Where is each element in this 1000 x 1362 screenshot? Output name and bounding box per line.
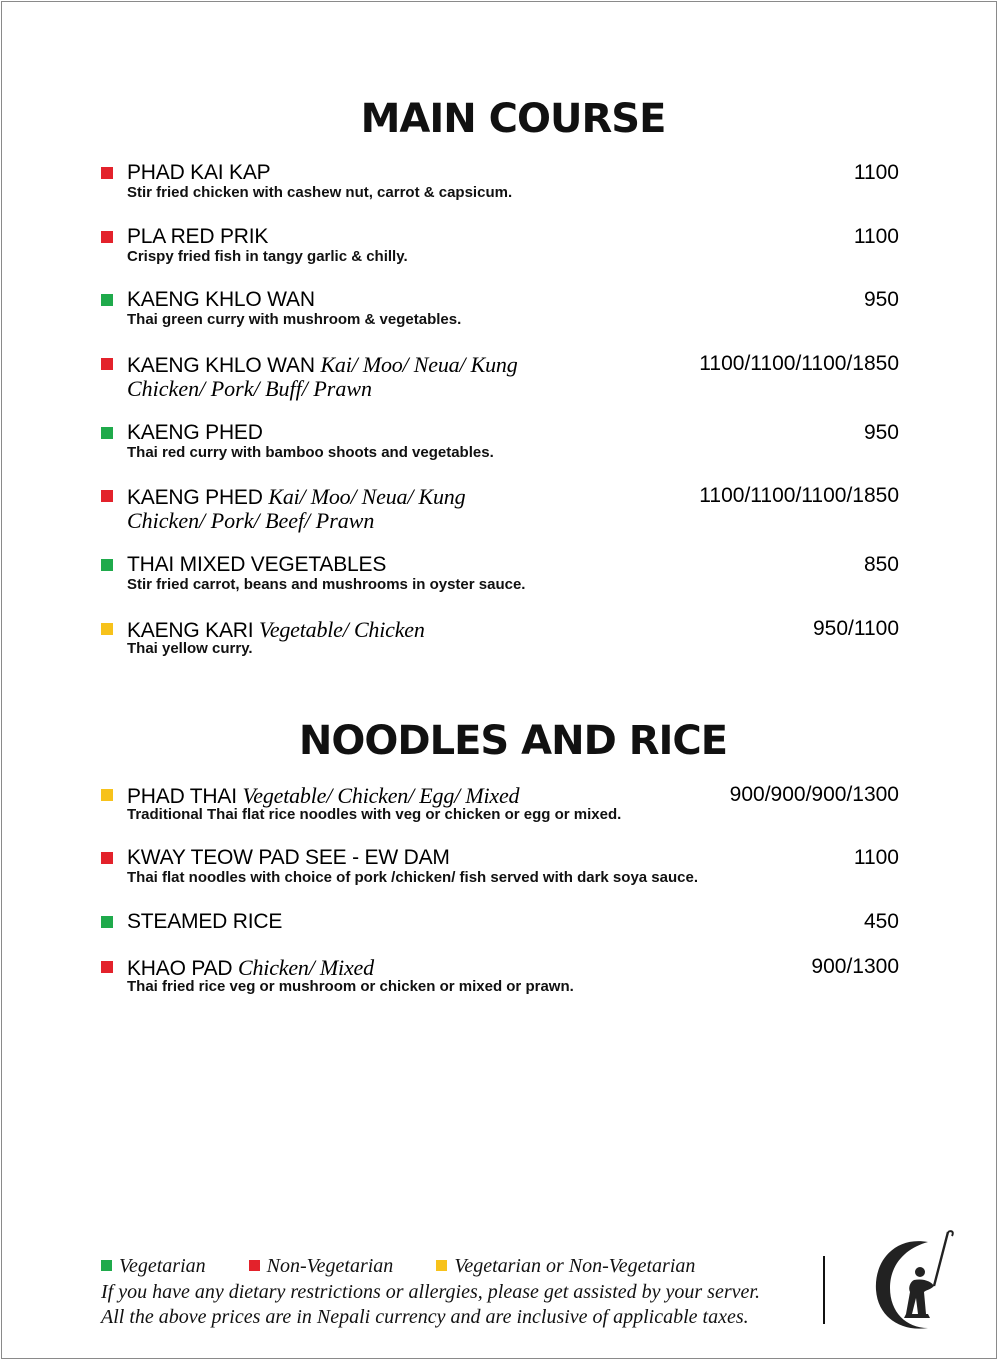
menu-footer (101, 1255, 801, 1331)
item-price: 450 (863, 910, 899, 933)
item-price: 1100 (853, 846, 899, 869)
legend (101, 1255, 801, 1281)
item-description: Thai red curry with bamboo shoots and vegetables. (127, 444, 494, 461)
veg-marker-icon (101, 294, 113, 306)
item-name: KAENG PHED (127, 486, 263, 509)
item-name: THAI MIXED VEGETABLES (127, 553, 387, 576)
item-name: KAENG KARI (127, 619, 254, 642)
noodles-rice-title: NOODLES AND RICE (298, 718, 728, 764)
legend-veg-or-nonveg: Vegetarian or Non-Vegetarian (436, 1255, 695, 1278)
item-name: PHAD THAI (127, 785, 237, 808)
item-name: KAENG KHLO WAN (127, 288, 315, 311)
veg-marker-icon (101, 1260, 112, 1271)
dietary-note: If you have any dietary restrictions or allergies, please get assisted by your server. (101, 1281, 760, 1303)
item-variant-translation: Chicken/ Pork/ Beef/ Prawn (127, 508, 375, 533)
item-description: Thai fried rice veg or mushroom or chicken or mixed or prawn. (127, 978, 574, 995)
item-price: 850 (863, 553, 899, 576)
item-price: 1100 (853, 161, 899, 184)
veg-or-nonveg-marker-icon (101, 789, 113, 801)
veg-marker-icon (101, 916, 113, 928)
item-name: KHAO PAD (127, 957, 233, 980)
item-variant: Kai/ Moo/ Neua/ Kung (320, 352, 518, 377)
non-veg-marker-icon (101, 490, 113, 502)
non-veg-marker-icon (101, 167, 113, 179)
item-description: Stir fried carrot, beans and mushrooms in oyster sauce. (127, 576, 526, 593)
non-veg-marker-icon (101, 231, 113, 243)
veg-or-nonveg-marker-icon (436, 1260, 447, 1271)
item-description: Stir fried chicken with cashew nut, carrot & capsicum. (127, 184, 513, 201)
item-name: KWAY TEOW PAD SEE - EW DAM (127, 846, 450, 869)
legend-non-vegetarian: Non-Vegetarian (249, 1255, 394, 1278)
veg-marker-icon (101, 559, 113, 571)
item-price: 900/900/900/1300 (729, 783, 899, 806)
non-veg-marker-icon (101, 852, 113, 864)
menu-page (1, 1, 997, 1359)
item-description: Crispy fried fish in tangy garlic & chilly. (127, 248, 408, 265)
footer-divider (823, 1256, 825, 1324)
item-name: PLA RED PRIK (127, 225, 269, 248)
currency-note: All the above prices are in Nepali currency and are inclusive of applicable taxes. (101, 1306, 749, 1328)
item-variant: Kai/ Moo/ Neua/ Kung (268, 484, 466, 509)
main-course-title: MAIN COURSE (360, 96, 666, 142)
veg-or-nonveg-marker-icon (101, 623, 113, 635)
item-price: 1100/1100/1100/1850 (699, 352, 899, 375)
item-description: Thai green curry with mushroom & vegetables. (127, 311, 462, 328)
veg-marker-icon (101, 427, 113, 439)
item-name: STEAMED RICE (127, 910, 283, 933)
item-name: KAENG PHED (127, 421, 263, 444)
item-price: 950 (863, 288, 899, 311)
item-description: Thai yellow curry. (127, 640, 253, 657)
item-price: 1100 (853, 225, 899, 248)
item-price: 950/1100 (812, 617, 899, 640)
item-price: 950 (863, 421, 899, 444)
item-price: 900/1300 (811, 955, 899, 978)
item-description: Thai flat noodles with choice of pork /chicken/ fish served with dark soya sauce. (127, 869, 698, 886)
item-name: KAENG KHLO WAN (127, 354, 315, 377)
legend-vegetarian: Vegetarian (101, 1255, 206, 1278)
item-price: 1100/1100/1100/1850 (699, 484, 899, 507)
non-veg-marker-icon (101, 961, 113, 973)
non-veg-marker-icon (249, 1260, 260, 1271)
item-variant: Chicken/ Mixed (238, 955, 374, 980)
item-description: Traditional Thai flat rice noodles with veg or chicken or egg or mixed. (127, 806, 622, 823)
item-variant: Vegetable/ Chicken (259, 617, 425, 642)
item-variant-translation: Chicken/ Pork/ Buff/ Prawn (127, 376, 373, 401)
golfer-c-logo-icon (866, 1228, 962, 1338)
item-name: PHAD KAI KAP (127, 161, 271, 184)
item-variant: Vegetable/ Chicken/ Egg/ Mixed (242, 783, 520, 808)
non-veg-marker-icon (101, 358, 113, 370)
